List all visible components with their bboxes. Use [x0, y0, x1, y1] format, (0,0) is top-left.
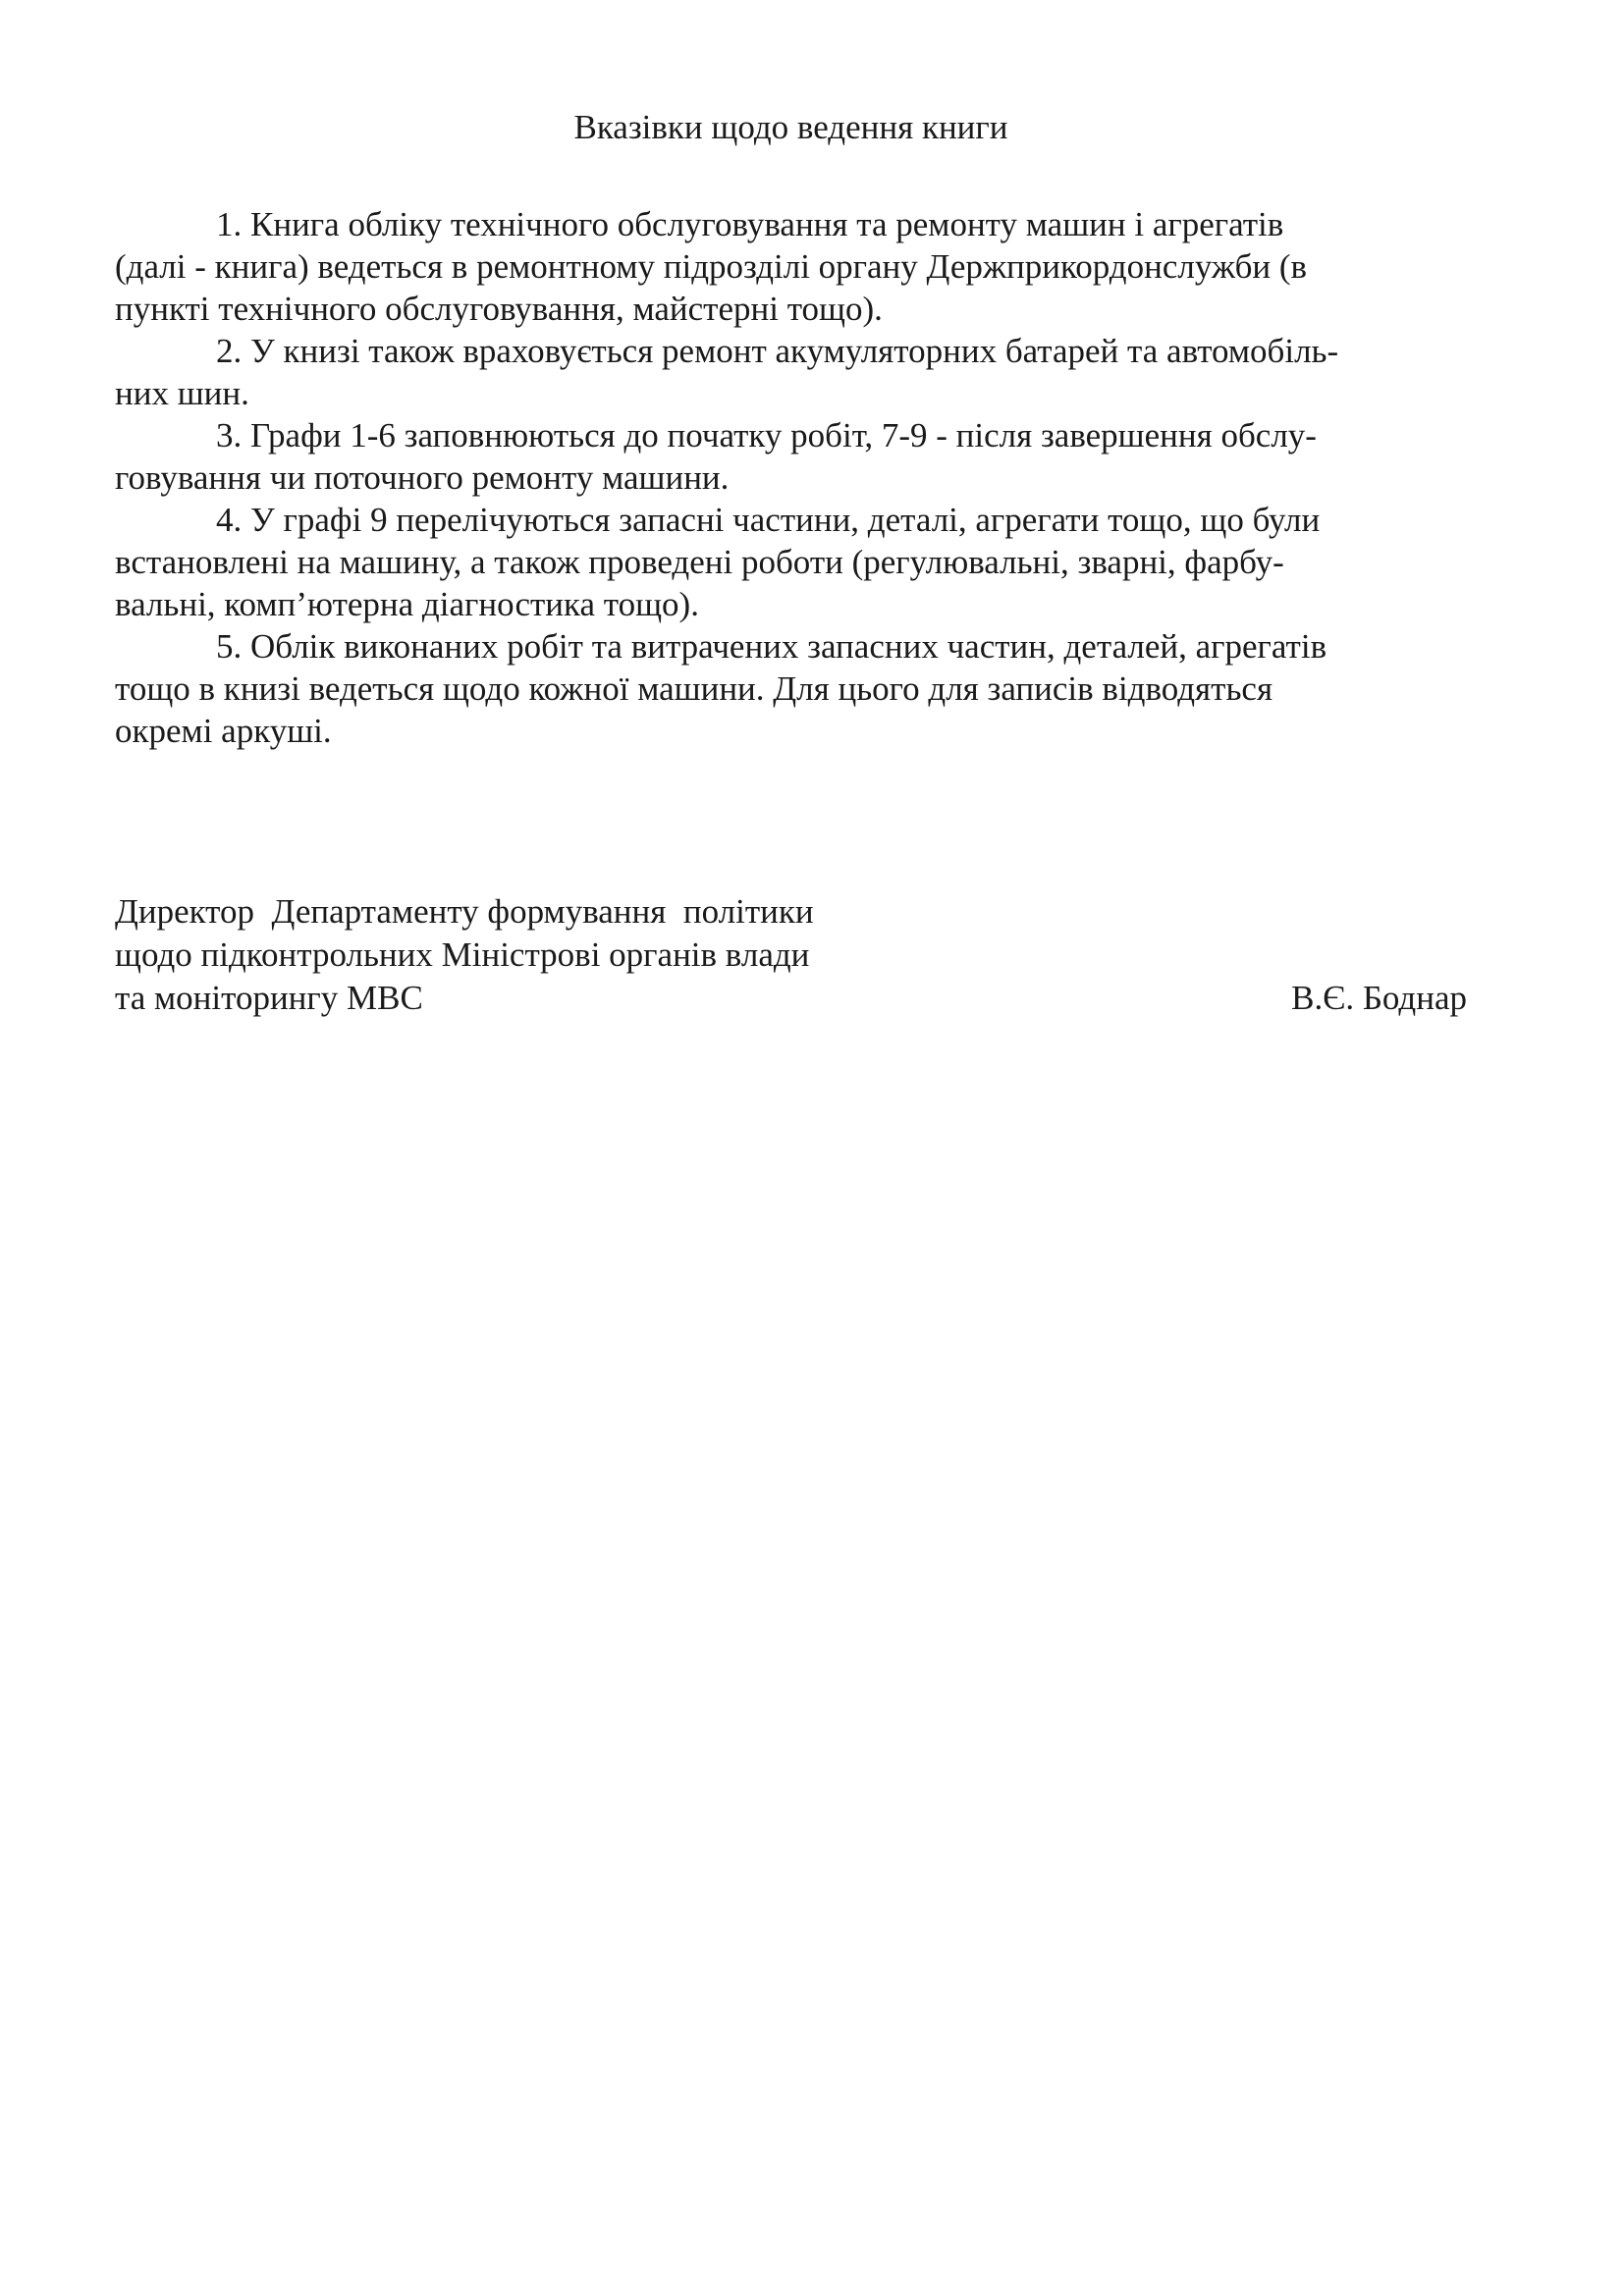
- paragraph: [115, 625, 1467, 752]
- text-line: 2. У книзі також враховується ремонт акумуляторних батарей та автомобіль-: [216, 332, 1339, 370]
- signatory-name: В.Є. Боднар: [1291, 979, 1467, 1017]
- signature-line-3: [115, 977, 1467, 1020]
- text-line: 4. У графі 9 перелічуються запасні частини, деталі, агрегати тощо, що були: [216, 501, 1321, 539]
- text-line: говування чи поточного ремонту машини.: [115, 458, 730, 497]
- text-line: тощо в книзі ведеться щодо кожної машини. Для цього для записів відводяться: [115, 669, 1273, 708]
- text-line: пункті технічного обслуговування, майстерні тощо).: [115, 290, 883, 328]
- paragraph: [115, 203, 1467, 330]
- text-line: них шин.: [115, 374, 249, 412]
- text-line: 1. Книга обліку технічного обслуговування та ремонту машин і агрегатів: [216, 205, 1284, 243]
- signature-line-2: щодо підконтрольних Міністрові органів влади: [115, 935, 810, 974]
- signature-line-1: Директор Департаменту формування політики: [115, 892, 814, 931]
- text-line: 3. Графи 1-6 заповнюються до початку робіт, 7-9 - після завершення обслу-: [216, 416, 1317, 454]
- paragraph: [115, 414, 1467, 499]
- paragraph: [115, 330, 1467, 414]
- text-line: вальні, комп’ютерна діагностика тощо).: [115, 585, 699, 623]
- document-body: [115, 203, 1467, 752]
- text-line: (далі - книга) ведеться в ремонтному підрозділі органу Держприкордонслужби (в: [115, 247, 1308, 286]
- document-title: Вказівки щодо ведення книги: [573, 108, 1008, 146]
- paragraph: [115, 499, 1467, 625]
- text-line: 5. Облік виконаних робіт та витрачених запасних частин, деталей, агрегатів: [216, 627, 1327, 666]
- text-line: окремі аркуші.: [115, 712, 332, 750]
- signature-position: та моніторингу МВС: [115, 979, 423, 1017]
- signature-block: [115, 890, 1467, 1020]
- text-line: встановлені на машину, а також проведені роботи (регулювальні, зварні, фарбу-: [115, 543, 1284, 581]
